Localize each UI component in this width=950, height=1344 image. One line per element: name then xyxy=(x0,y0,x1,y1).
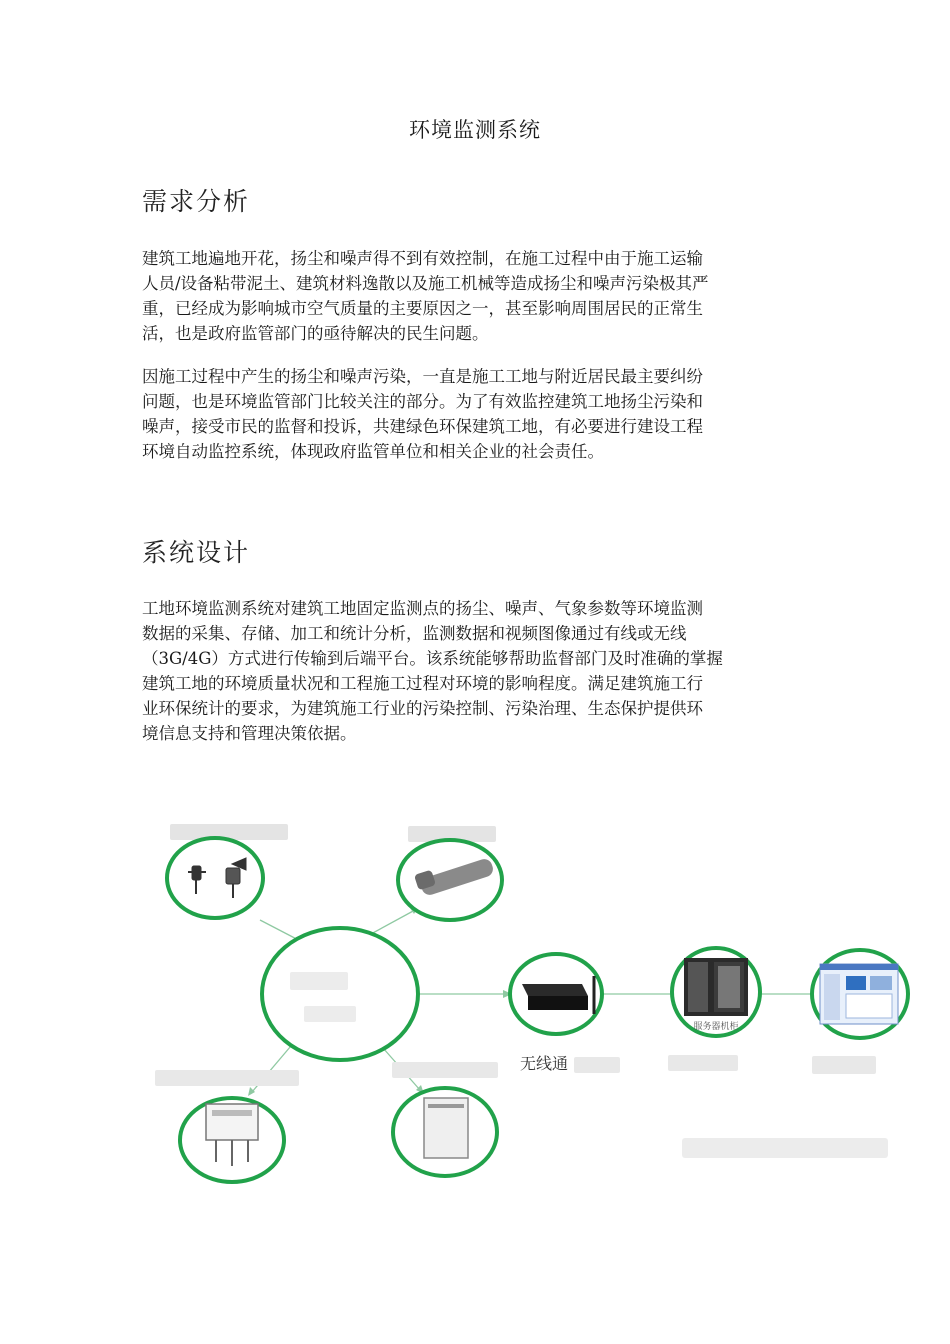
text-line: 问题，也是环境监管部门比较关注的部分。为了有效监控建筑工地扬尘污染和 xyxy=(142,392,703,411)
text-line: 重，已经成为影响城市空气质量的主要原因之一，甚至影响周围居民的正常生 xyxy=(142,299,703,318)
weather-sensor-node xyxy=(167,838,263,918)
section-heading-requirements: 需求分析 xyxy=(142,187,251,216)
server-caption: 服务器机柜 xyxy=(693,1022,739,1032)
text-line: 因施工过程中产生的扬尘和噪声污染，一直是施工工地与附近居民最主要纠纷 xyxy=(142,367,703,386)
section-heading-system-design: 系统设计 xyxy=(142,538,251,567)
blurred-label xyxy=(155,1070,299,1086)
text-line: 活，也是政府监管部门的亟待解决的民生问题。 xyxy=(142,324,489,343)
blurred-label xyxy=(812,1056,876,1074)
text-line: 数据的采集、存储、加工和统计分析，监测数据和视频图像通过有线或无线 xyxy=(142,624,687,643)
blurred-label xyxy=(574,1057,620,1073)
design-paragraph xyxy=(142,596,802,746)
arrow-icon xyxy=(248,1087,255,1096)
blurred-label xyxy=(682,1138,888,1158)
text-line: 建筑工地的环境质量状况和工程施工过程对环境的影响程度。满足建筑施工行 xyxy=(142,674,703,693)
text-line: （3G/4G）方式进行传输到后端平台。该系统能够帮助监督部门及时准确的掌握 xyxy=(142,649,723,668)
cabinet-icon xyxy=(424,1098,468,1158)
text-line: 业环保统计的要求，为建筑施工行业的污染控制、污染治理、生态保护提供环 xyxy=(142,699,703,718)
text-line: 建筑工地遍地开花，扬尘和噪声得不到有效控制，在施工过程中由于施工运输 xyxy=(142,249,703,268)
requirements-paragraph-2 xyxy=(142,364,802,464)
text-line: 境信息支持和管理决策依据。 xyxy=(142,724,357,743)
blurred-label xyxy=(668,1055,738,1071)
server-rack-icon xyxy=(684,958,748,1016)
requirements-paragraph-1 xyxy=(142,246,802,346)
system-architecture-diagram xyxy=(0,800,950,1200)
page-title: 环境监测系统 xyxy=(409,118,541,142)
data-collection-hub xyxy=(262,928,418,1060)
dashboard-screen-icon xyxy=(820,964,898,1024)
blurred-label xyxy=(290,972,348,990)
blurred-label xyxy=(392,1062,498,1078)
blurred-label xyxy=(304,1006,356,1022)
wireless-label: 无线通 xyxy=(520,1054,569,1073)
text-line: 工地环境监测系统对建筑工地固定监测点的扬尘、噪声、气象参数等环境监测 xyxy=(142,599,703,618)
text-line: 人员/设备粘带泥土、建筑材料逸散以及施工机械等造成扬尘和噪声污染极其严 xyxy=(142,274,709,293)
text-line: 环境自动监控系统，体现政府监管单位和相关企业的社会责任。 xyxy=(142,442,604,461)
text-line: 噪声，接受市民的监督和投诉，共建绿色环保建筑工地，有必要进行建设工程 xyxy=(142,417,703,436)
